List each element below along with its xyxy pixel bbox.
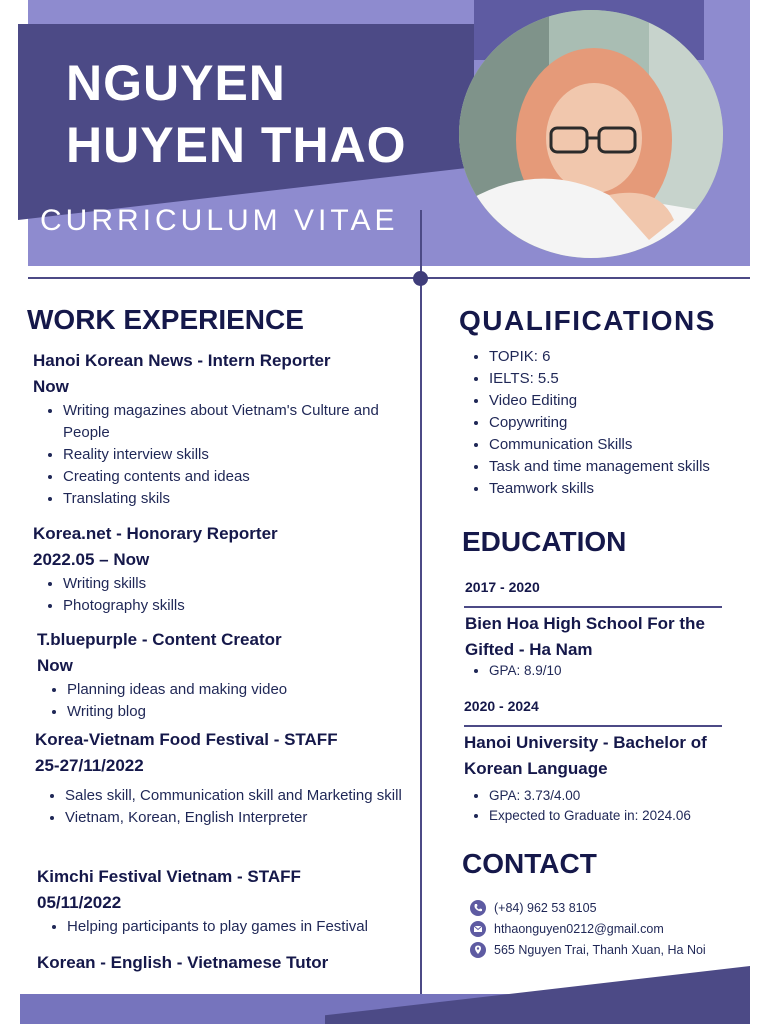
phone-icon [470,900,486,916]
education-divider [464,725,722,727]
job-title: T.bluepurple - Content Creator [37,630,282,649]
job-date: Now [33,377,69,396]
education-detail: • GPA: 3.73/4.00 [489,786,721,806]
contact-email[interactable]: hthaonguyen0212@gmail.com [494,922,664,936]
contact-email-row [470,921,664,937]
name-line-1: NGUYEN [66,55,286,111]
contact-heading: CONTACT [462,848,597,879]
education-divider [464,606,722,608]
job-entry [37,864,407,938]
qualification-item: • Task and time management skills [489,456,721,478]
divider-dot [413,271,428,286]
vertical-divider [420,210,422,996]
job-bullet: • Writing blog [67,701,407,723]
job-bullet: • Photography skills [63,595,403,617]
job-bullets [35,785,405,829]
contact-phone[interactable]: (+84) 962 53 8105 [494,901,597,915]
job-title: Kimchi Festival Vietnam - STAFF [37,867,301,886]
document-subtitle: CURRICULUM VITAE [40,204,399,237]
job-bullet: • Planning ideas and making video [67,679,407,701]
contact-address: 565 Nguyen Trai, Thanh Xuan, Ha Noi [494,943,706,957]
job-bullet: • Writing skills [63,573,403,595]
education-years: 2020 - 2024 [464,698,539,714]
education-school: Hanoi University - Bachelor of Korean Language [464,733,707,778]
qualifications-heading: QUALIFICATIONS [459,305,716,336]
job-entry [33,348,403,510]
work-experience-heading: WORK EXPERIENCE [27,304,304,335]
horizontal-divider [28,277,750,279]
contact-phone-row [470,900,597,916]
job-bullets [33,573,403,617]
email-icon [470,921,486,937]
job-bullet: • Sales skill, Communication skill and Marketing skill [65,785,405,807]
person-name [66,52,466,176]
job-bullet: • Helping participants to play games in Festival [67,916,407,938]
qualification-item: • TOPIK: 6 [489,346,721,368]
job-date: 25-27/11/2022 [35,756,144,775]
qualification-item: • Copywriting [489,412,721,434]
education-school: Bien Hoa High School For the Gifted - Ha Nam [465,614,705,659]
contact-address-row [470,942,706,958]
job-bullet: • Writing magazines about Vietnam's Culture and People [63,400,403,444]
qualification-item: • IELTS: 5.5 [489,368,721,390]
job-entry [35,727,405,829]
job-bullets [37,916,407,938]
profile-photo [459,10,723,258]
job-date: 05/11/2022 [37,893,122,912]
profile-photo-illustration [459,10,723,258]
education-details [459,786,721,826]
job-bullets [33,400,403,510]
job-bullet: • Translating skils [63,488,403,510]
job-date: Now [37,656,73,675]
qualifications-list [459,346,721,500]
job-title: Hanoi Korean News - Intern Reporter [33,351,331,370]
qualification-item: • Teamwork skills [489,478,721,500]
education-years: 2017 - 2020 [465,579,540,595]
job-entry [37,627,407,723]
name-line-2: HUYEN THAO [66,117,407,173]
job-bullet: • Reality interview skills [63,444,403,466]
education-detail: • Expected to Graduate in: 2024.06 [489,806,721,826]
education-details [459,661,721,681]
qualification-item: • Video Editing [489,390,721,412]
job-title: Korea-Vietnam Food Festival - STAFF [35,730,338,749]
education-detail: • GPA: 8.9/10 [489,661,721,681]
qualification-item: • Communication Skills [489,434,721,456]
job-bullets [37,679,407,723]
job-title: Korea.net - Honorary Reporter [33,524,278,543]
job-title: Korean - English - Vietnamese Tutor [37,953,329,972]
qualifications-list-wrap [459,346,721,500]
job-date: 2022.05 – Now [33,550,150,569]
job-bullet: • Creating contents and ideas [63,466,403,488]
job-entry [33,521,403,617]
education-heading: EDUCATION [462,526,627,557]
location-pin-icon [470,942,486,958]
job-bullet: • Vietnam, Korean, English Interpreter [65,807,405,829]
